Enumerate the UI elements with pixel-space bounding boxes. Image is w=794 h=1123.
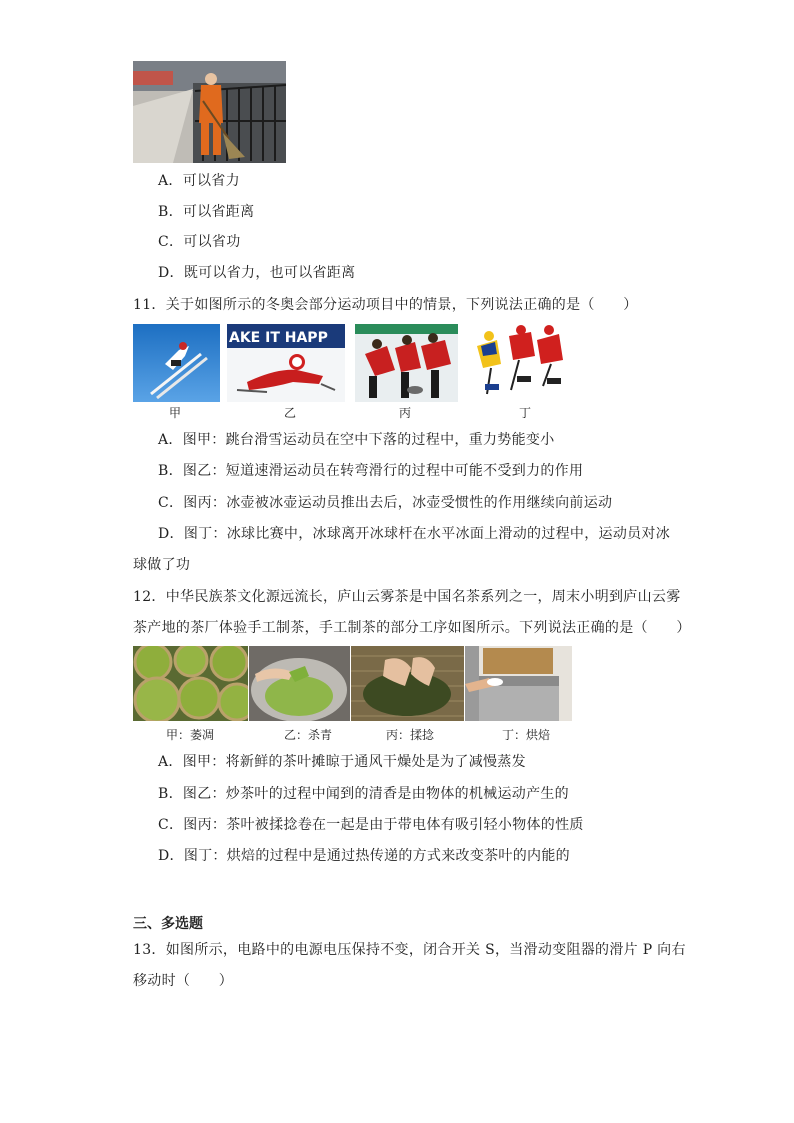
street-sweeper-photo [133, 61, 286, 163]
q12-caption-ding: 丁：烘焙 [501, 728, 550, 742]
ice-hockey-photo [471, 324, 574, 402]
q11-caption-jia: 甲 [168, 406, 181, 420]
q11-caption-ding: 丁 [518, 406, 531, 420]
q10-option-c: C．可以省功 [158, 234, 241, 250]
tea-withering-photo [133, 646, 248, 721]
curling-photo [355, 324, 458, 402]
q12-option-d: D．图丁：烘焙的过程中是通过热传递的方式来改变茶叶的内能的 [158, 848, 570, 864]
section-title: 三、多选题 [133, 916, 203, 932]
q13-stem-line1: 13．如图所示，电路中的电源电压保持不变，闭合开关 S，当滑动变阻器的滑片 P 向右 [133, 942, 686, 958]
q11-option-d: D．图丁：冰球比赛中，冰球离开冰球杆在水平冰面上滑动的过程中，运动员对冰 [158, 526, 671, 542]
q10-option-b: B．可以省距离 [158, 204, 255, 220]
q11-stem: 11．关于如图所示的冬奥会部分运动项目中的情景，下列说法正确的是（ ） [133, 297, 638, 313]
q10-option-a: A．可以省力 [158, 173, 240, 189]
q11-option-b: B．图乙：短道速滑运动员在转弯滑行的过程中可能不受到力的作用 [158, 463, 584, 479]
q12-caption-jia: 甲：萎凋 [165, 728, 214, 742]
ski-jump-photo [133, 324, 220, 402]
speed-skating-photo [227, 324, 345, 402]
q12-option-c: C．图丙：茶叶被揉捻卷在一起是由于带电体有吸引轻小物体的性质 [158, 817, 584, 833]
tea-baking-photo [465, 646, 572, 721]
q11-caption-bing: 丙 [398, 406, 411, 420]
q12-stem-line2: 茶产地的茶厂体验手工制茶，手工制茶的部分工序如图所示。下列说法正确的是（ ） [133, 620, 691, 636]
q11-option-d-continued: 球做了功 [133, 557, 191, 573]
tea-rolling-photo [351, 646, 464, 721]
q11-option-c: C．图丙：冰壶被冰壶运动员推出去后，冰壶受惯性的作用继续向前运动 [158, 495, 613, 511]
q12-option-a: A．图甲：将新鲜的茶叶摊晾于通风干燥处是为了减慢蒸发 [158, 754, 526, 770]
q12-caption-bing: 丙：揉捻 [385, 728, 434, 742]
q13-stem-line2: 移动时（ ） [133, 973, 234, 989]
q11-option-a: A．图甲：跳台滑雪运动员在空中下落的过程中，重力势能变小 [158, 432, 555, 448]
q12-option-b: B．图乙：炒茶叶的过程中闻到的清香是由物体的机械运动产生的 [158, 786, 569, 802]
banner-text: AKE IT HAPP [229, 330, 328, 346]
q12-stem-line1: 12．中华民族茶文化源远流长，庐山云雾茶是中国名茶系列之一，周末小明到庐山云雾 [133, 589, 681, 605]
q10-option-d: D．既可以省力，也可以省距离 [158, 265, 356, 281]
q12-caption-yi: 乙：杀青 [283, 728, 332, 742]
tea-fixing-photo [249, 646, 350, 721]
q11-caption-yi: 乙 [283, 406, 296, 420]
